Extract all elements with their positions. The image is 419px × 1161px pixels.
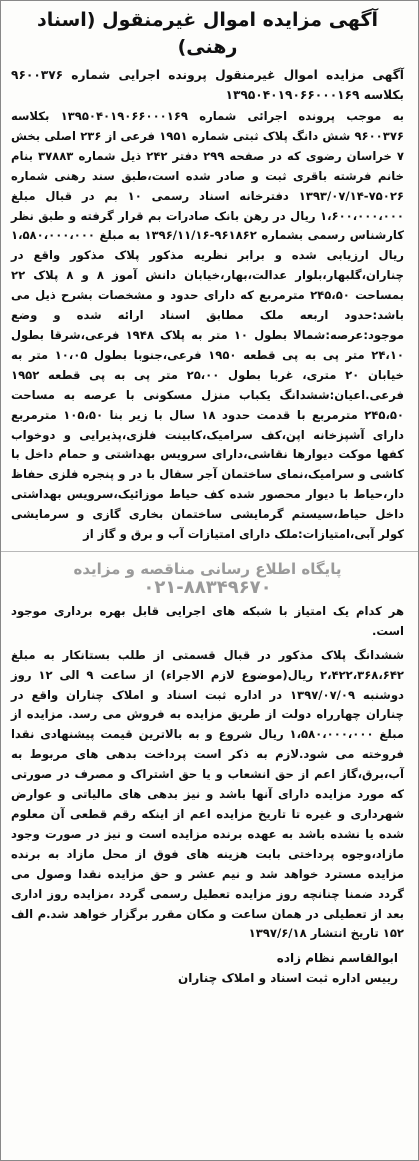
notice-title: آگهی مزایده اموال غیرمنقول (اسناد رهنی) (36, 9, 379, 58)
notice-subtitle: آگهی مزایده اموال غیرمنقول پرونده اجرایی شماره ۹۶۰۰۳۷۶ بکلاسه ۱۳۹۵۰۴۰۱۹۰۶۶۰۰۰۱۶۹ (11, 68, 404, 102)
notice-paragraph-auction: ششدانگ پلاک مذکور در قبال قسمتی از طلب بستانکار به مبلغ ۲،۴۲۲،۳۶۸،۶۴۲ ریال(موضوع لازم الاجراء) از ساعت ۹ الی ۱۲ روز دوشنبه ۱۳۹۷/۰۷/۰۹ در اداره ثبت اسناد و املاک چناران واقع در چناران چهارراه دولت از طریق مزایده به فروش می رسد. مزایده از مبلغ ۱،۵۸۰،۰۰۰،۰۰۰ ریال شروع و به بالاترین قیمت پیشنهادی نقدا فروخته می شود.لازم به ذکر است پرداخت بدهی های مربوط به آب،برق،گاز اعم از حق انشعاب و یا حق اشتراک و مصرف در صورتی که مورد مزایده دارای آنها باشد و نیز بدهی های مالیاتی و عوارض شهرداری و غیره تا تاریخ مزایده اعم از اینکه رقم قطعی آن معلوم شده یا نشده باشد به عهده برنده مزایده است و نیز در صورت وجود مازاد،وجوه پرداختی بابت هزینه های فوق از محل مازاد به برنده مزایده مسترد خواهد شد و نیم عشر و حق مزایده نقدا وصول می گردد ضمنا چنانچه روز مزایده تعطیل رسمی گردد ،مزایده روز اداری بعد از تعطیلی در همان ساعت و مکان مقرر برگزار خواهد شد.م الف ۱۵۲ تاریخ انتشار ۱۳۹۷/۶/۱۸ (11, 647, 404, 941)
signature-title: رییس اداره ثبت اسناد و املاک چناران (177, 971, 398, 986)
notice-paragraph-utilities: هر کدام یک امتیاز با شبکه های اجرایی قابل بهره برداری موجود است. (11, 603, 404, 638)
watermark-text: پایگاه اطلاع رسانی مناقصه و مزایده (73, 559, 342, 578)
watermark-phone: ۰۲۱-۸۸۳۴۹۶۷۰ (143, 576, 272, 598)
clipping-divider (1, 551, 418, 552)
signature-name: ابوالقاسم نظام زاده (276, 951, 398, 966)
notice-paragraph-property: به موجب پرونده اجرائی شماره ۱۳۹۵۰۴۰۱۹۰۶۶۰۰۰۱۶۹ بکلاسه ۹۶۰۰۳۷۶ شش دانگ پلاک ثبتی شماره ۱۹۵۱ فرعی از ۲۳۶ اصلی بخش ۷ خراسان رضوی که در صفحه ۲۹۹ دفتر ۲۴۲ ذیل شماره ۳۷۸۸۳ بنام خانم فرشته باقری ثبت و صادر شده است،طبق سند رهنی شماره ۷۵۰۲۶-۱۳۹۳/۰۷/۱۴ دفترخانه اسناد رسمی ۱۰ بم در قبال مبلغ ۱،۶۰۰،۰۰۰،۰۰۰ ریال در رهن بانک صادرات بم قرار گرفته و طبق نظر کارشناس رسمی بشماره ۹۶۱۸۶۲-۱۳۹۶/۱۱/۱۶ به مبلغ ۱،۵۸۰،۰۰۰،۰۰۰ ریال ارزیابی شده و برابر نظریه مذکور پلاک مذکور واقع در چناران،گلبهار،بلوار عدالت،بهار،خیابان دانش آموز ۸ و ۸ پلاک ۲۲ بمساحت ۲۴۵،۵۰ مترمربع که دارای حدود و مشخصات بشرح ذیل می باشد:حدود اربعه ملک مطابق اسناد ارائه شده و وضع موجود:عرصه:شمالا بطول ۱۰ متر به پلاک ۱۹۴۸ فرعی،شرقا بطول ۲۴،۱۰ متر پی به پی قطعه ۱۹۵۰ فرعی،جنوبا بطول ۱۰،۰۵ متر به خیابان ۲۰ متری، غربا بطول ۲۵،۰۰ متر پی به پی قطعه ۱۹۵۲ فرعی.اعیان:ششدانگ یکباب منزل مسکونی با عرصه به مساحت ۲۴۵،۵۰ مترمربع با قدمت حدود ۱۸ سال با زیر بنا ۱۰۵،۵۰ مترمربع دارای آشپزخانه اپن،کف سرامیک،کابینت فلزی،پذیرایی و دوخواب کفها موکت دیوارها نقاشی،دارای سرویس بهداشتی و حمام داخل با کاشی و سرامیک،نمای ساختمان آجر سفال با در و پنجره فلزی حفاظ دار،حیاط با دیوار محصور شده کف حیاط موزائیک،سرویس بهداشتی داخل حیاط،سیستم گرمایشی ساختمان بخاری گازی و سرمایشی کولر آبی،امتیازات:ملک دارای امتیازات آب و برق و گاز از (11, 109, 405, 542)
